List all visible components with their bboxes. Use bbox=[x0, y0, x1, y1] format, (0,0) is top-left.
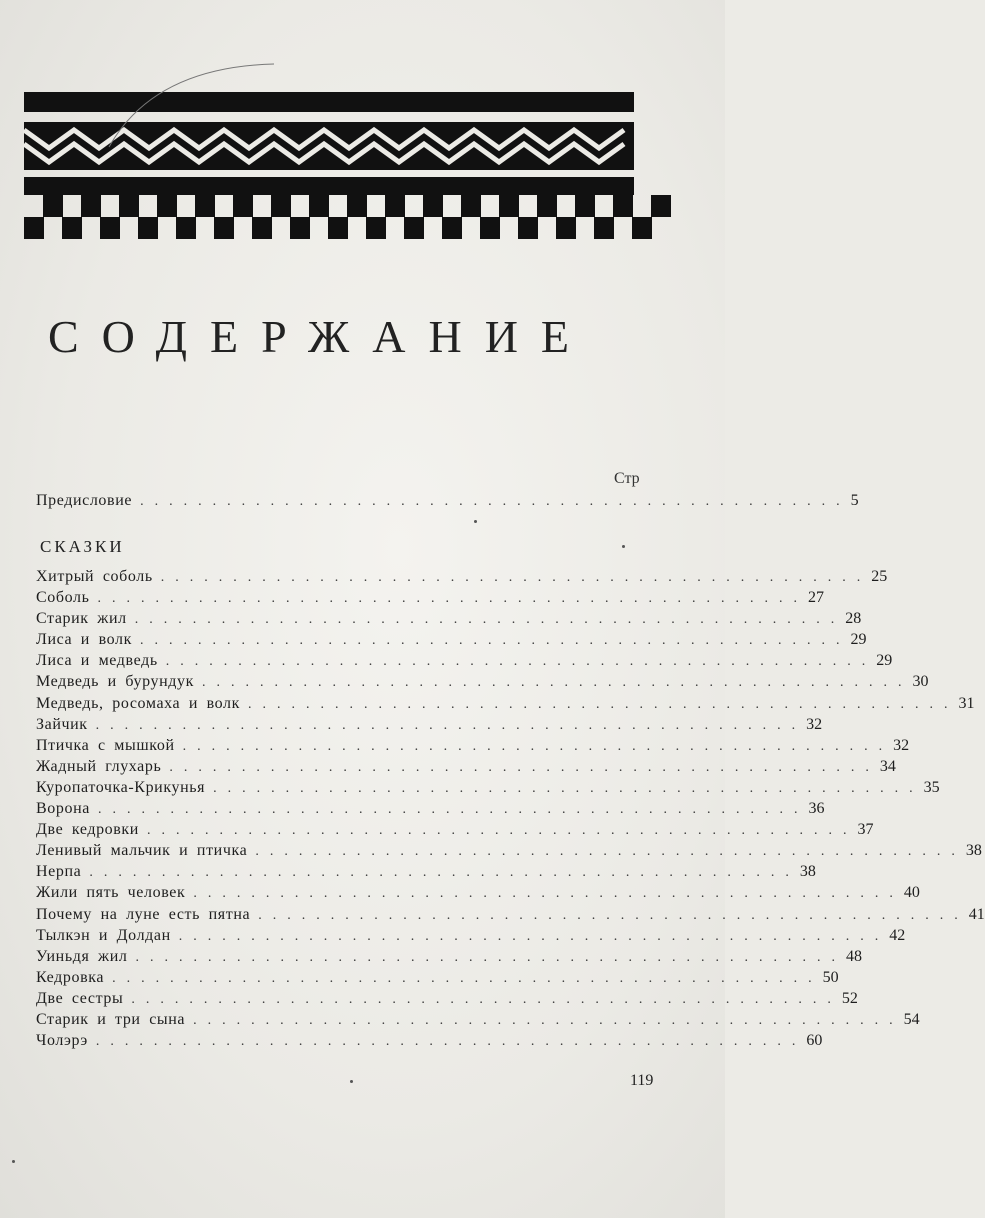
toc-entry-title: Лиса и медведь bbox=[36, 652, 158, 670]
toc-entry-page: 32 bbox=[806, 715, 823, 733]
toc-entry-title: Ворона bbox=[36, 800, 90, 818]
toc-row bbox=[36, 650, 893, 671]
preface-entry bbox=[36, 490, 859, 511]
dot-leader: ................................................. bbox=[178, 928, 890, 944]
toc-entry-page: 31 bbox=[958, 694, 975, 712]
toc-list bbox=[36, 566, 985, 1051]
toc-entry-title: Птичка с мышкой bbox=[36, 736, 175, 754]
toc-entry-page: 30 bbox=[912, 673, 929, 691]
toc-entry-page: 38 bbox=[799, 863, 816, 881]
toc-row bbox=[36, 608, 862, 629]
toc-entry-page: 50 bbox=[822, 968, 839, 986]
toc-entry-page: 37 bbox=[857, 821, 874, 839]
dot-leader: ................................................. bbox=[182, 738, 894, 754]
paper-speck bbox=[474, 520, 477, 523]
dot-leader: ................................................. bbox=[213, 780, 924, 796]
toc-entry-title: Жили пять человек bbox=[36, 884, 186, 902]
toc-entry-title: Кедровка bbox=[36, 968, 105, 986]
dot-leader: ................................................. bbox=[112, 970, 823, 986]
dot-leader: ................................................. bbox=[248, 696, 959, 712]
page-number: 119 bbox=[630, 1072, 654, 1089]
dot-leader: ................................................. bbox=[134, 612, 846, 628]
toc-entry-title: Две сестры bbox=[36, 989, 124, 1007]
toc-row bbox=[36, 777, 940, 798]
toc-entry-title: Хитрый соболь bbox=[36, 568, 153, 585]
toc-entry-title: Зайчик bbox=[36, 715, 88, 733]
toc-entry-page: 35 bbox=[923, 778, 940, 796]
toc-row bbox=[36, 988, 858, 1009]
dot-leader: ................................................. bbox=[89, 865, 800, 881]
toc-entry-page: 29 bbox=[876, 652, 893, 670]
toc-row bbox=[36, 671, 929, 692]
toc-row bbox=[36, 819, 874, 840]
toc-entry-page: 40 bbox=[903, 884, 920, 902]
dot-leader: ................................................. bbox=[258, 907, 969, 923]
toc-row bbox=[36, 946, 862, 967]
dot-leader: ................................................. bbox=[193, 1012, 904, 1028]
toc-entry-page: 29 bbox=[850, 631, 867, 649]
dot-leader: ................................................. bbox=[202, 675, 913, 691]
toc-row bbox=[36, 925, 906, 946]
dot-leader: ................................................. bbox=[193, 886, 904, 902]
toc-entry-page: 42 bbox=[889, 926, 906, 944]
toc-entry-title: Медведь, росомаха и волк bbox=[36, 694, 240, 712]
toc-row bbox=[36, 566, 888, 587]
toc-entry-title: Соболь bbox=[36, 589, 90, 607]
dot-leader: ................................................. bbox=[146, 823, 858, 839]
dot-leader: ................................................. bbox=[95, 1034, 807, 1050]
dot-leader: ................................................. bbox=[160, 570, 872, 585]
toc-row bbox=[36, 798, 825, 819]
toc-row bbox=[36, 904, 985, 925]
toc-entry-title: Лиса и волк bbox=[36, 631, 132, 649]
dot-leader: ................................................. bbox=[97, 591, 808, 607]
toc-entry-page: 28 bbox=[845, 610, 862, 628]
toc-entry-title: Почему на луне есть пятна bbox=[36, 905, 251, 923]
page-title: СОДЕРЖАНИЕ bbox=[48, 311, 593, 362]
dot-leader: ................................................. bbox=[97, 802, 809, 818]
toc-entry-title: Медведь и бурундук bbox=[36, 673, 194, 691]
folk-border-ornament bbox=[24, 92, 634, 242]
toc-row bbox=[36, 882, 920, 903]
toc-row bbox=[36, 756, 896, 777]
toc-row bbox=[36, 490, 859, 511]
toc-entry-title: Предисловие bbox=[36, 492, 133, 509]
toc-entry-title: Две кедровки bbox=[36, 821, 139, 839]
toc-entry-page: 36 bbox=[808, 800, 825, 818]
toc-entry-page: 60 bbox=[806, 1032, 823, 1050]
toc-row bbox=[36, 840, 982, 861]
toc-entry-title: Старик жил bbox=[36, 610, 127, 628]
dot-leader: ................................................. bbox=[135, 949, 846, 965]
toc-entry-page: 41 bbox=[968, 905, 985, 923]
toc-entry-page: 34 bbox=[879, 757, 896, 775]
toc-row bbox=[36, 735, 910, 756]
toc-row bbox=[36, 967, 839, 988]
toc-row bbox=[36, 1009, 920, 1030]
toc-row bbox=[36, 861, 816, 882]
section-heading: СКАЗКИ bbox=[40, 537, 125, 556]
toc-entry-page: 52 bbox=[841, 989, 858, 1007]
toc-row bbox=[36, 714, 823, 735]
toc-entry-title: Нерпа bbox=[36, 863, 82, 881]
dot-leader: ................................................. bbox=[169, 759, 880, 775]
toc-entry-page: 48 bbox=[845, 947, 862, 965]
paper-speck bbox=[350, 1080, 353, 1083]
toc-entry-page: 27 bbox=[807, 589, 824, 607]
toc-entry-page: 54 bbox=[903, 1010, 920, 1028]
paper-speck bbox=[622, 545, 625, 548]
dot-leader: ................................................. bbox=[139, 633, 851, 649]
toc-entry-page: 25 bbox=[871, 568, 888, 585]
page-column-header: Стр bbox=[614, 470, 640, 487]
dot-leader: ................................................. bbox=[131, 991, 842, 1007]
toc-entry-title: Чолэрэ bbox=[36, 1032, 88, 1050]
toc-entry-page: 32 bbox=[893, 736, 910, 754]
toc-row bbox=[36, 629, 867, 650]
toc-row bbox=[36, 587, 824, 608]
dot-leader: ................................................. bbox=[95, 717, 807, 733]
dot-leader: ................................................. bbox=[165, 654, 877, 670]
toc-entry-title: Куропаточка-Крикунья bbox=[36, 778, 206, 796]
dot-leader: ................................................. bbox=[140, 494, 851, 509]
toc-entry-page: 5 bbox=[850, 492, 859, 509]
toc-entry-page: 38 bbox=[965, 842, 982, 860]
toc-row bbox=[36, 1030, 823, 1051]
toc-entry-title: Ленивый мальчик и птичка bbox=[36, 842, 248, 860]
paper-speck bbox=[12, 1160, 15, 1163]
toc-entry-title: Старик и три сына bbox=[36, 1010, 186, 1028]
toc-entry-title: Тылкэн и Долдан bbox=[36, 926, 171, 944]
toc-entry-title: Жадный глухарь bbox=[36, 757, 162, 775]
toc-row bbox=[36, 693, 975, 714]
toc-entry-title: Уиньдя жил bbox=[36, 947, 128, 965]
dot-leader: ................................................. bbox=[255, 844, 966, 860]
